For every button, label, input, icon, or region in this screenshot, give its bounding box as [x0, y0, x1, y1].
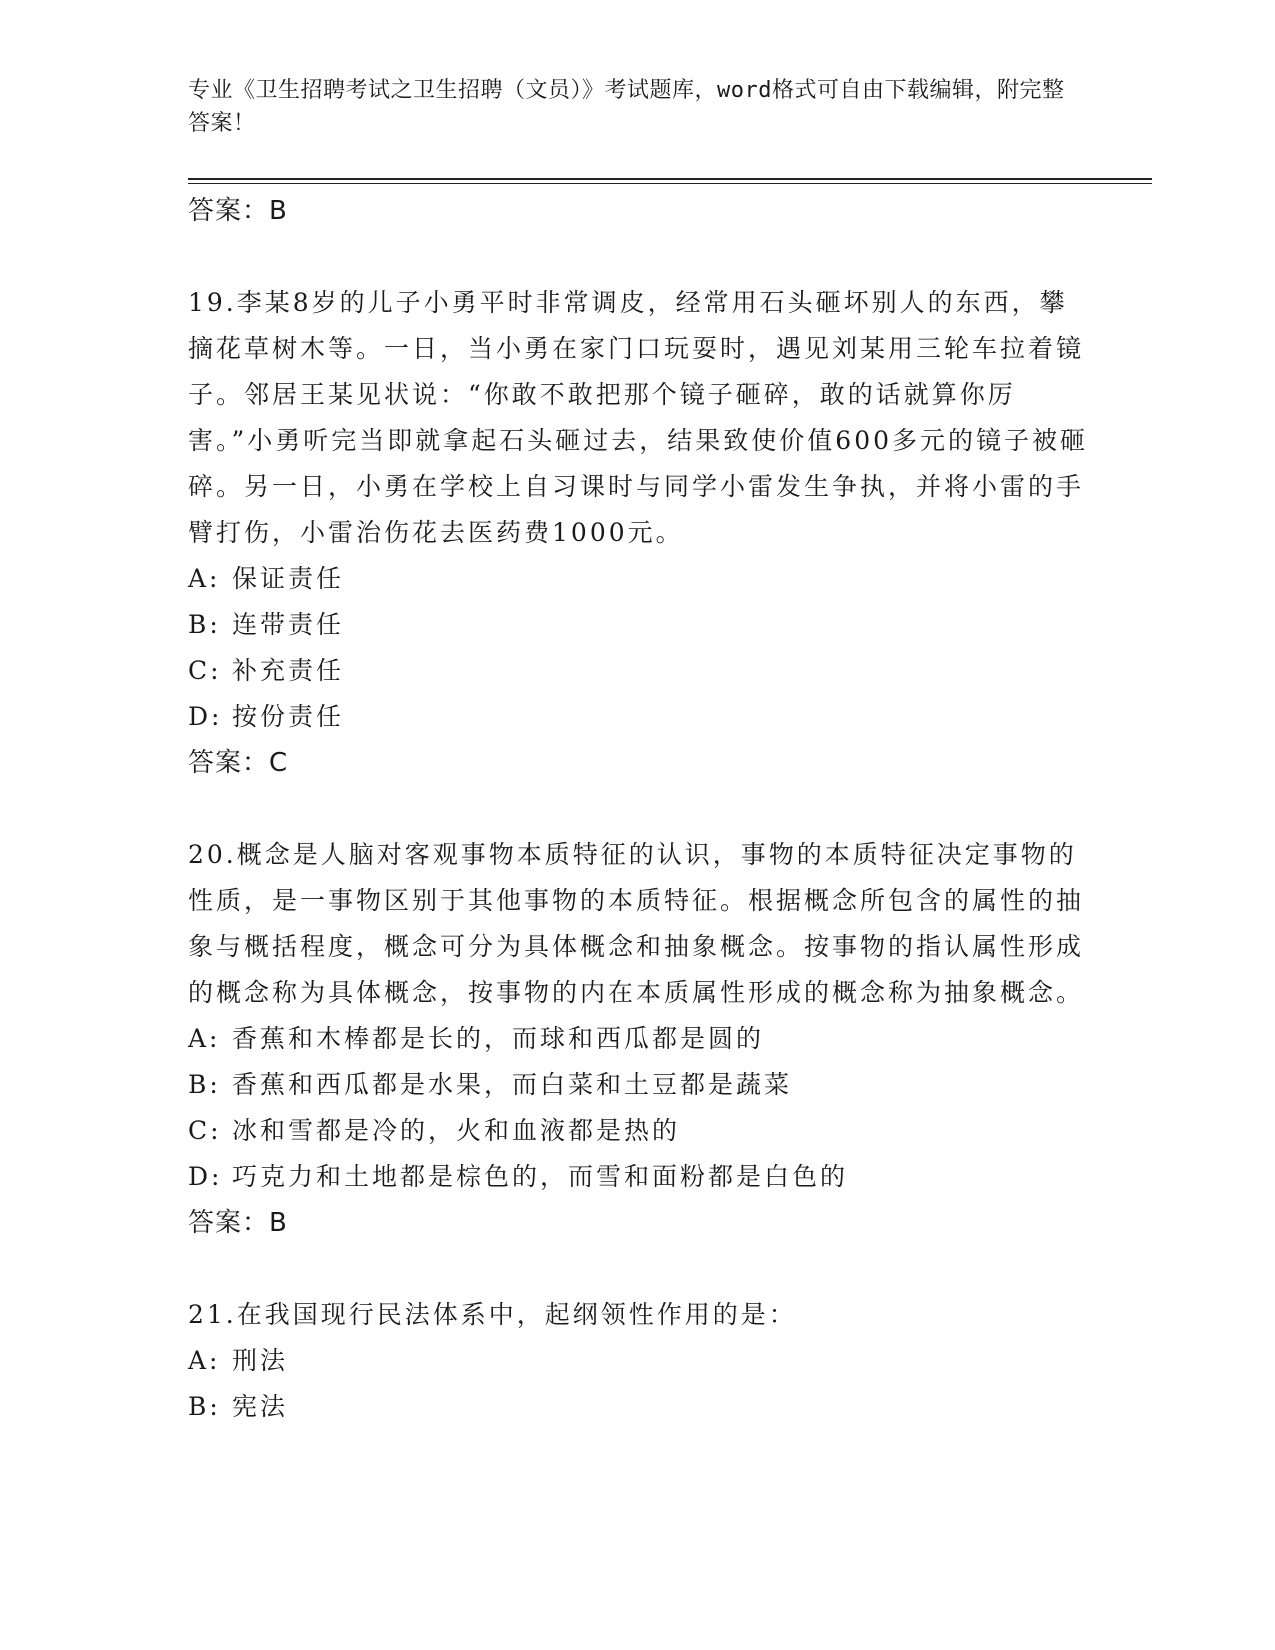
option-b	[188, 1062, 1088, 1108]
option-a	[188, 1016, 1088, 1062]
option-letter: C:	[188, 1116, 222, 1145]
option-text: 宪法	[232, 1392, 289, 1421]
option-letter: D:	[188, 1162, 223, 1191]
option-b	[188, 1384, 1088, 1430]
option-letter: C:	[188, 656, 222, 685]
option-text: 冰和雪都是冷的，火和血液都是热的	[232, 1116, 681, 1145]
question-text: 19.李某8岁的儿子小勇平时非常调皮，经常用石头砸坏别人的东西，攀摘花草树木等。一日，当小勇在家门口玩耍时，遇见刘某用三轮车拉着镜子。邻居王某见状说：“你敢不敢把那个镜子砸碎，敢的话就算你厉害。”小勇听完当即就拿起石头砸过去，结果致使价值600多元的镜子被砸碎。另一日，小勇在学校上自习课时与同学小雷发生争执，并将小雷的手臂打伤，小雷治伤花去医药费1000元。	[188, 288, 1089, 547]
question-list	[188, 188, 1088, 1430]
page-header: 专业《卫生招聘考试之卫生招聘（文员）》考试题库，word格式可自由下载编辑，附完整答案！	[188, 78, 1065, 136]
option-text: 刑法	[232, 1346, 289, 1375]
header-rule-thin	[188, 183, 1152, 184]
option-text: 连带责任	[232, 610, 345, 639]
option-letter: A:	[188, 1024, 221, 1053]
option-text: 补充责任	[232, 656, 345, 685]
option-d	[188, 694, 1088, 740]
option-letter: A:	[188, 564, 221, 593]
question-block	[188, 832, 1088, 1292]
answer-line: 答案：C	[188, 748, 289, 778]
option-d	[188, 1154, 1088, 1200]
option-letter: A:	[188, 1346, 221, 1375]
answer-line: 答案：B	[188, 196, 288, 226]
question-block	[188, 280, 1088, 832]
option-letter: D:	[188, 702, 223, 731]
option-letter: B:	[188, 1392, 221, 1421]
option-b	[188, 602, 1088, 648]
option-letter: B:	[188, 610, 221, 639]
question-block	[188, 1292, 1088, 1430]
spacer	[188, 1246, 1088, 1292]
option-letter: B:	[188, 1070, 221, 1099]
spacer	[188, 786, 1088, 832]
header-rule-thick	[188, 178, 1152, 180]
option-text: 香蕉和西瓜都是水果，而白菜和土豆都是蔬菜	[232, 1070, 793, 1099]
option-text: 按份责任	[232, 702, 345, 731]
spacer	[188, 234, 1088, 280]
option-text: 保证责任	[232, 564, 345, 593]
option-c	[188, 648, 1088, 694]
option-text: 香蕉和木棒都是长的，而球和西瓜都是圆的	[232, 1024, 765, 1053]
option-text: 巧克力和土地都是棕色的，而雪和面粉都是白色的	[232, 1162, 849, 1191]
option-c	[188, 1108, 1088, 1154]
option-a	[188, 1338, 1088, 1384]
question-text: 21.在我国现行民法体系中，起纲领性作用的是：	[188, 1300, 797, 1329]
option-a	[188, 556, 1088, 602]
question-text: 20.概念是人脑对客观事物本质特征的认识，事物的本质特征决定事物的性质，是一事物区别于其他事物的本质特征。根据概念所包含的属性的抽象与概括程度，概念可分为具体概念和抽象概念。按事物的指认属性形成的概念称为具体概念，按事物的内在本质属性形成的概念称为抽象概念。	[188, 840, 1085, 1007]
answer-line: 答案：B	[188, 1208, 288, 1238]
